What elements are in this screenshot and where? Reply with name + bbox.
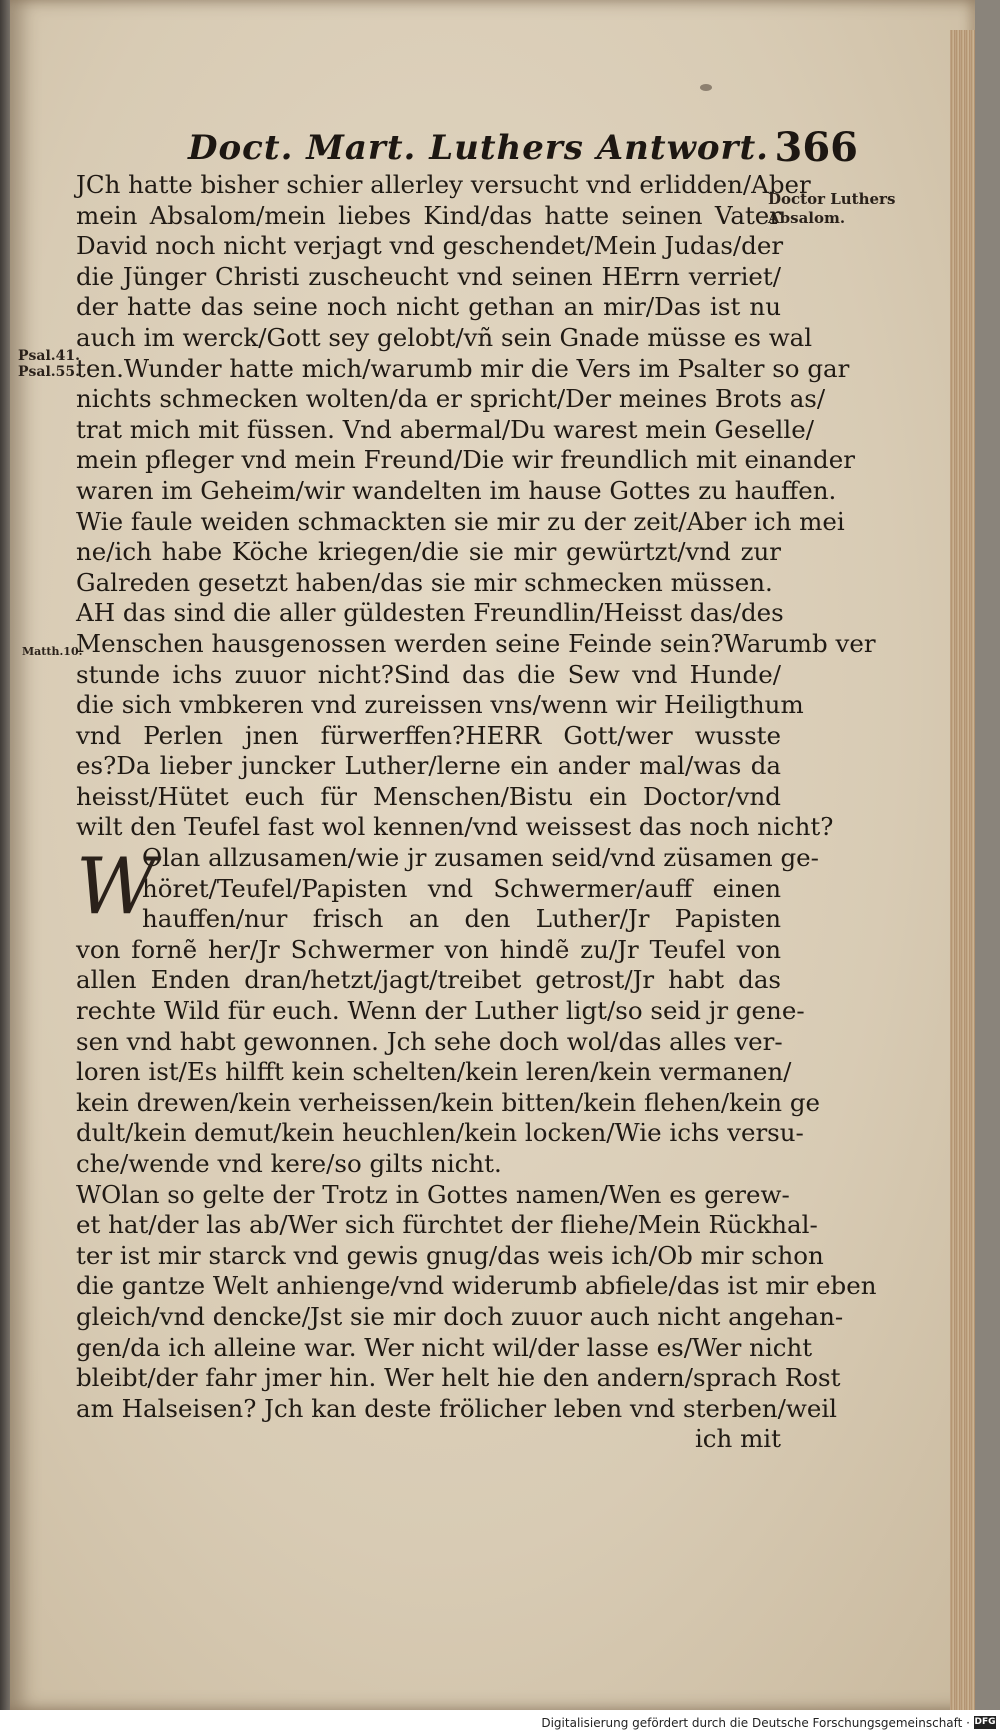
text-line: mein Absalom/mein liebes Kind/das hatte seinen Vater bbox=[76, 200, 781, 230]
dfg-logo: DFG bbox=[974, 1717, 996, 1727]
text-line: höret/Teufel/Papisten vnd Schwermer/auff einen bbox=[142, 873, 781, 903]
text-line: der hatte das seine noch nicht gethan an mir/Das ist nu bbox=[76, 292, 781, 322]
text-line: gleich/vnd dencke/Jst sie mir doch zuuor auch nicht angehan- bbox=[76, 1301, 844, 1331]
catchword: ich mit bbox=[694, 1424, 781, 1454]
text-line: auch im werck/Gott sey gelobt/vñ sein Gnade müsse es wal bbox=[76, 322, 813, 352]
text-line: nichts schmecken wolten/da er spricht/Der meines Brots as/ bbox=[76, 384, 826, 414]
text-line: vnd Perlen jnen fürwerffen?HERR Gott/wer wusste bbox=[76, 720, 781, 750]
text-line: Wie faule weiden schmackten sie mir zu der zeit/Aber ich mei bbox=[76, 506, 845, 536]
paragraph-4 bbox=[76, 1179, 877, 1455]
drop-cap-lines bbox=[142, 843, 819, 935]
text-line: die Jünger Christi zuscheucht vnd seinen HErrn verriet/ bbox=[76, 261, 781, 291]
digitization-footer bbox=[0, 1710, 1000, 1736]
text-line: rechte Wild für euch. Wenn der Luther ligt/so seid jr gene- bbox=[76, 996, 805, 1026]
text-line: stunde ichs zuuor nicht?Sind das die Sew vnd Hunde/ bbox=[76, 659, 781, 689]
text-line: allen Enden dran/hetzt/jagt/treibet getrost/Jr habt das bbox=[76, 965, 781, 995]
text-line: WOlan so gelte der Trotz in Gottes namen/Wen es gerew- bbox=[76, 1179, 790, 1209]
text-line: ter ist mir starck vnd gewis gnug/das weis ich/Ob mir schon bbox=[76, 1240, 824, 1270]
book-page bbox=[10, 0, 975, 1710]
page-edges bbox=[950, 30, 975, 1710]
text-line: AH das sind die aller güldesten Freundlin/Heisst das/des bbox=[76, 598, 784, 628]
text-line: loren ist/Es hilfft kein schelten/kein leren/kein vermanen/ bbox=[76, 1057, 792, 1087]
text-line: kein drewen/kein verheissen/kein bitten/kein flehen/kein ge bbox=[76, 1087, 821, 1117]
text-line: von fornẽ her/Jr Schwermer von hindẽ zu/Jr Teufel von bbox=[76, 934, 781, 964]
text-line: am Halseisen? Jch kan deste frölicher leben vnd sterben/weil bbox=[76, 1393, 837, 1423]
text-line: David noch nicht verjagt vnd geschendet/Mein Judas/der bbox=[76, 231, 784, 261]
text-line: ne/ich habe Köche kriegen/die sie mir gewürtzt/vnd zur bbox=[76, 537, 781, 567]
text-line: Menschen hausgenossen werden seine Feinde sein?Warumb ver bbox=[76, 628, 876, 658]
text-line: es?Da lieber juncker Luther/lerne ein ander mal/was da bbox=[76, 751, 781, 781]
text-line: et hat/der las ab/Wer sich fürchtet der fliehe/Mein Rückhal- bbox=[76, 1210, 818, 1240]
text-line: wilt den Teufel fast wol kennen/vnd weissest das noch nicht? bbox=[76, 812, 834, 842]
text-line: JCh hatte bisher schier allerley versucht vnd erlidden/Aber bbox=[76, 170, 811, 199]
running-title: Doct. Mart. Luthers Antwort. bbox=[188, 128, 769, 168]
paragraph-2 bbox=[76, 598, 876, 843]
text-line: mein pfleger vnd mein Freund/Die wir freundlich mit einander bbox=[76, 445, 855, 475]
footer-credit: Digitalisierung gefördert durch die Deutsche Forschungsgemeinschaft · bbox=[541, 1716, 970, 1730]
text-line: Galreden gesetzt haben/das sie mir schmecken müssen. bbox=[76, 567, 773, 597]
text-line: ten.Wunder hatte mich/warumb mir die Vers im Psalter so gar bbox=[76, 353, 850, 383]
text-line: bleibt/der fahr jmer hin. Wer helt hie den andern/sprach Rost bbox=[76, 1363, 841, 1393]
text-line: die gantze Welt anhienge/vnd widerumb abfiele/das ist mir eben bbox=[76, 1271, 877, 1301]
margin-note-line: Absalom. bbox=[768, 209, 846, 227]
text-line: trat mich mit füssen. Vnd abermal/Du warest mein Geselle/ bbox=[76, 414, 814, 444]
paper-speck bbox=[700, 84, 712, 91]
drop-cap-block bbox=[76, 842, 819, 935]
text-line: sen vnd habt gewonnen. Jch sehe doch wol/das alles ver- bbox=[76, 1026, 783, 1056]
text-line: heisst/Hütet euch für Menschen/Bistu ein Doctor/vnd bbox=[76, 781, 781, 811]
margin-note-line: Psal.41. bbox=[18, 348, 81, 364]
page-number: 366 bbox=[774, 124, 858, 171]
text-line: che/wende vnd kere/so gilts nicht. bbox=[76, 1149, 502, 1179]
decorated-initial: W bbox=[76, 842, 157, 933]
margin-note-matthew: Matth.10. bbox=[22, 645, 83, 658]
margin-note-line: Psal.55. bbox=[18, 364, 81, 380]
text-line: waren im Geheim/wir wandelten im hause Gottes zu hauffen. bbox=[76, 475, 837, 505]
text-line: gen/da ich alleine war. Wer nicht wil/der lasse es/Wer nicht bbox=[76, 1332, 813, 1362]
text-line: die sich vmbkeren vnd zureissen vns/wenn wir Heiligthum bbox=[76, 690, 804, 720]
page-header bbox=[188, 124, 858, 174]
paragraph-3 bbox=[76, 842, 821, 1180]
text-line: dult/kein demut/kein heuchlen/kein locken/Wie ichs versu- bbox=[76, 1118, 804, 1148]
text-line: Olan allzusamen/wie jr zusamen seid/vnd züsamen ge- bbox=[142, 843, 819, 873]
margin-note-psalms bbox=[18, 348, 80, 380]
margin-note-line: Doctor Luthers bbox=[768, 190, 896, 208]
text-line: hauffen/nur frisch an den Luther/Jr Papisten bbox=[142, 904, 781, 934]
